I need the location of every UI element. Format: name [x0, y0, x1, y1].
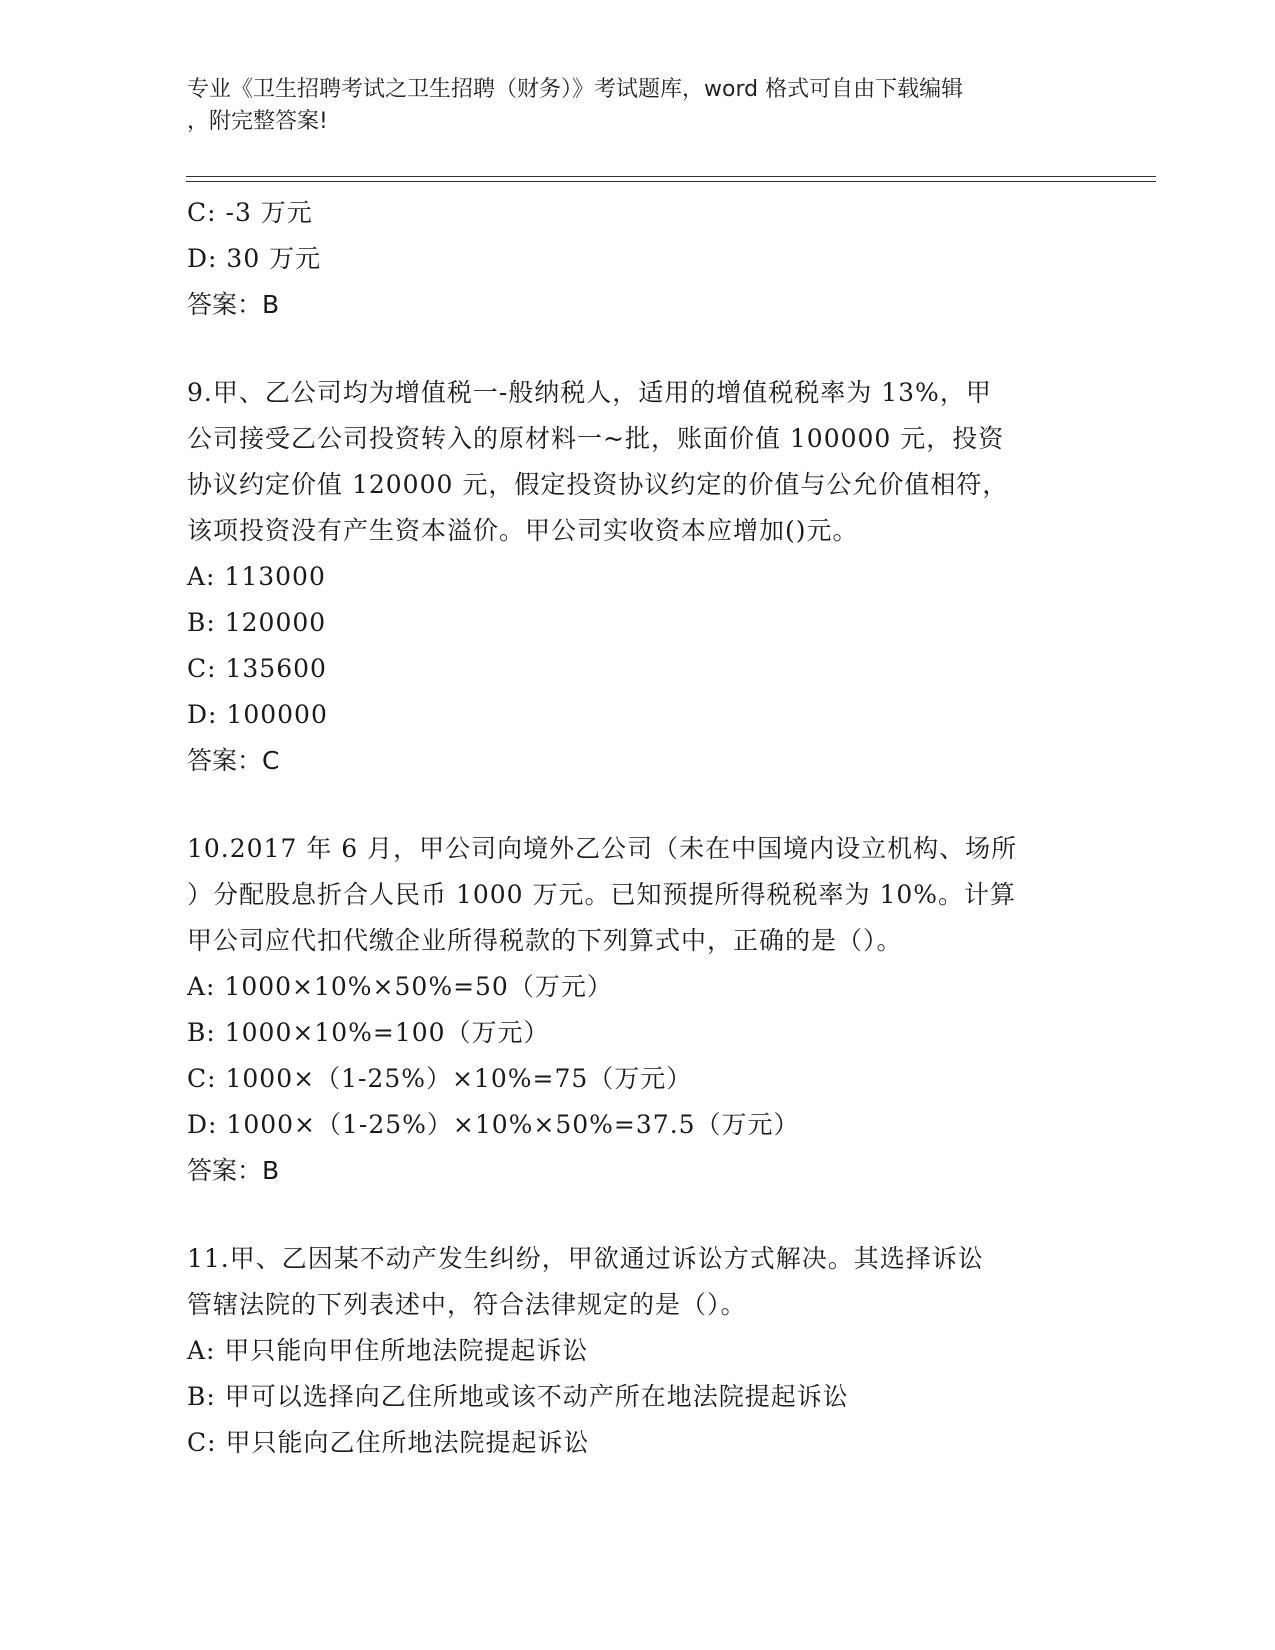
option-d: D: 30 万元	[187, 244, 322, 273]
option-b: B: 1000×10%=100（万元）	[187, 1018, 550, 1047]
question-stem-line: 该项投资没有产生资本溢价。甲公司实收资本应增加()元。	[187, 516, 859, 545]
option-c: C: 甲只能向乙住所地法院提起诉讼	[187, 1428, 590, 1457]
question-content	[187, 190, 1107, 1466]
question-9	[187, 370, 1107, 784]
page-header	[187, 74, 1087, 138]
header-divider-bottom	[186, 181, 1156, 182]
question-stem-line: 管辖法院的下列表述中，符合法律规定的是（）。	[187, 1290, 747, 1319]
option-c: C: 1000×（1-25%）×10%=75（万元）	[187, 1064, 693, 1093]
prev-question-block	[187, 190, 1107, 328]
option-b: B: 120000	[187, 608, 327, 637]
question-stem-line: 公司接受乙公司投资转入的原材料一~批，账面价值 100000 元，投资	[187, 424, 1005, 453]
answer-line: 答案：C	[187, 746, 280, 775]
header-line-1: 专业《卫生招聘考试之卫生招聘（财务）》考试题库，word 格式可自由下载编辑	[187, 77, 964, 102]
spacer	[187, 784, 1107, 826]
header-divider-top	[186, 176, 1156, 177]
question-stem-line: 协议约定价值 120000 元，假定投资协议约定的价值与公允价值相符，	[187, 470, 1009, 499]
question-stem-line: 11.甲、乙因某不动产发生纠纷，甲欲通过诉讼方式解决。其选择诉讼	[187, 1244, 984, 1273]
question-stem-line: 甲公司应代扣代缴企业所得税款的下列算式中，正确的是（）。	[187, 926, 903, 955]
question-11	[187, 1236, 1107, 1466]
option-a: A: 甲只能向甲住所地法院提起诉讼	[187, 1336, 589, 1365]
option-d: D: 1000×（1-25%）×10%×50%=37.5（万元）	[187, 1110, 800, 1139]
question-stem-line: ）分配股息折合人民币 1000 万元。已知预提所得税税率为 10%。计算	[187, 880, 1017, 909]
question-stem-line: 10.2017 年 6 月，甲公司向境外乙公司（未在中国境内设立机构、场所	[187, 834, 1018, 863]
option-b: B: 甲可以选择向乙住所地或该不动产所在地法院提起诉讼	[187, 1382, 849, 1411]
question-10	[187, 826, 1107, 1194]
answer-line: 答案：B	[187, 290, 280, 319]
option-a: A: 113000	[187, 562, 326, 591]
spacer	[187, 328, 1107, 370]
header-line-2: ，附完整答案!	[187, 109, 328, 134]
option-a: A: 1000×10%×50%=50（万元）	[187, 972, 613, 1001]
spacer	[187, 1194, 1107, 1236]
option-c: C: -3 万元	[187, 198, 313, 227]
question-stem-line: 9.甲、乙公司均为增值税一-般纳税人，适用的增值税税率为 13%，甲	[187, 378, 992, 407]
answer-line: 答案：B	[187, 1156, 280, 1185]
option-d: D: 100000	[187, 700, 328, 729]
option-c: C: 135600	[187, 654, 327, 683]
